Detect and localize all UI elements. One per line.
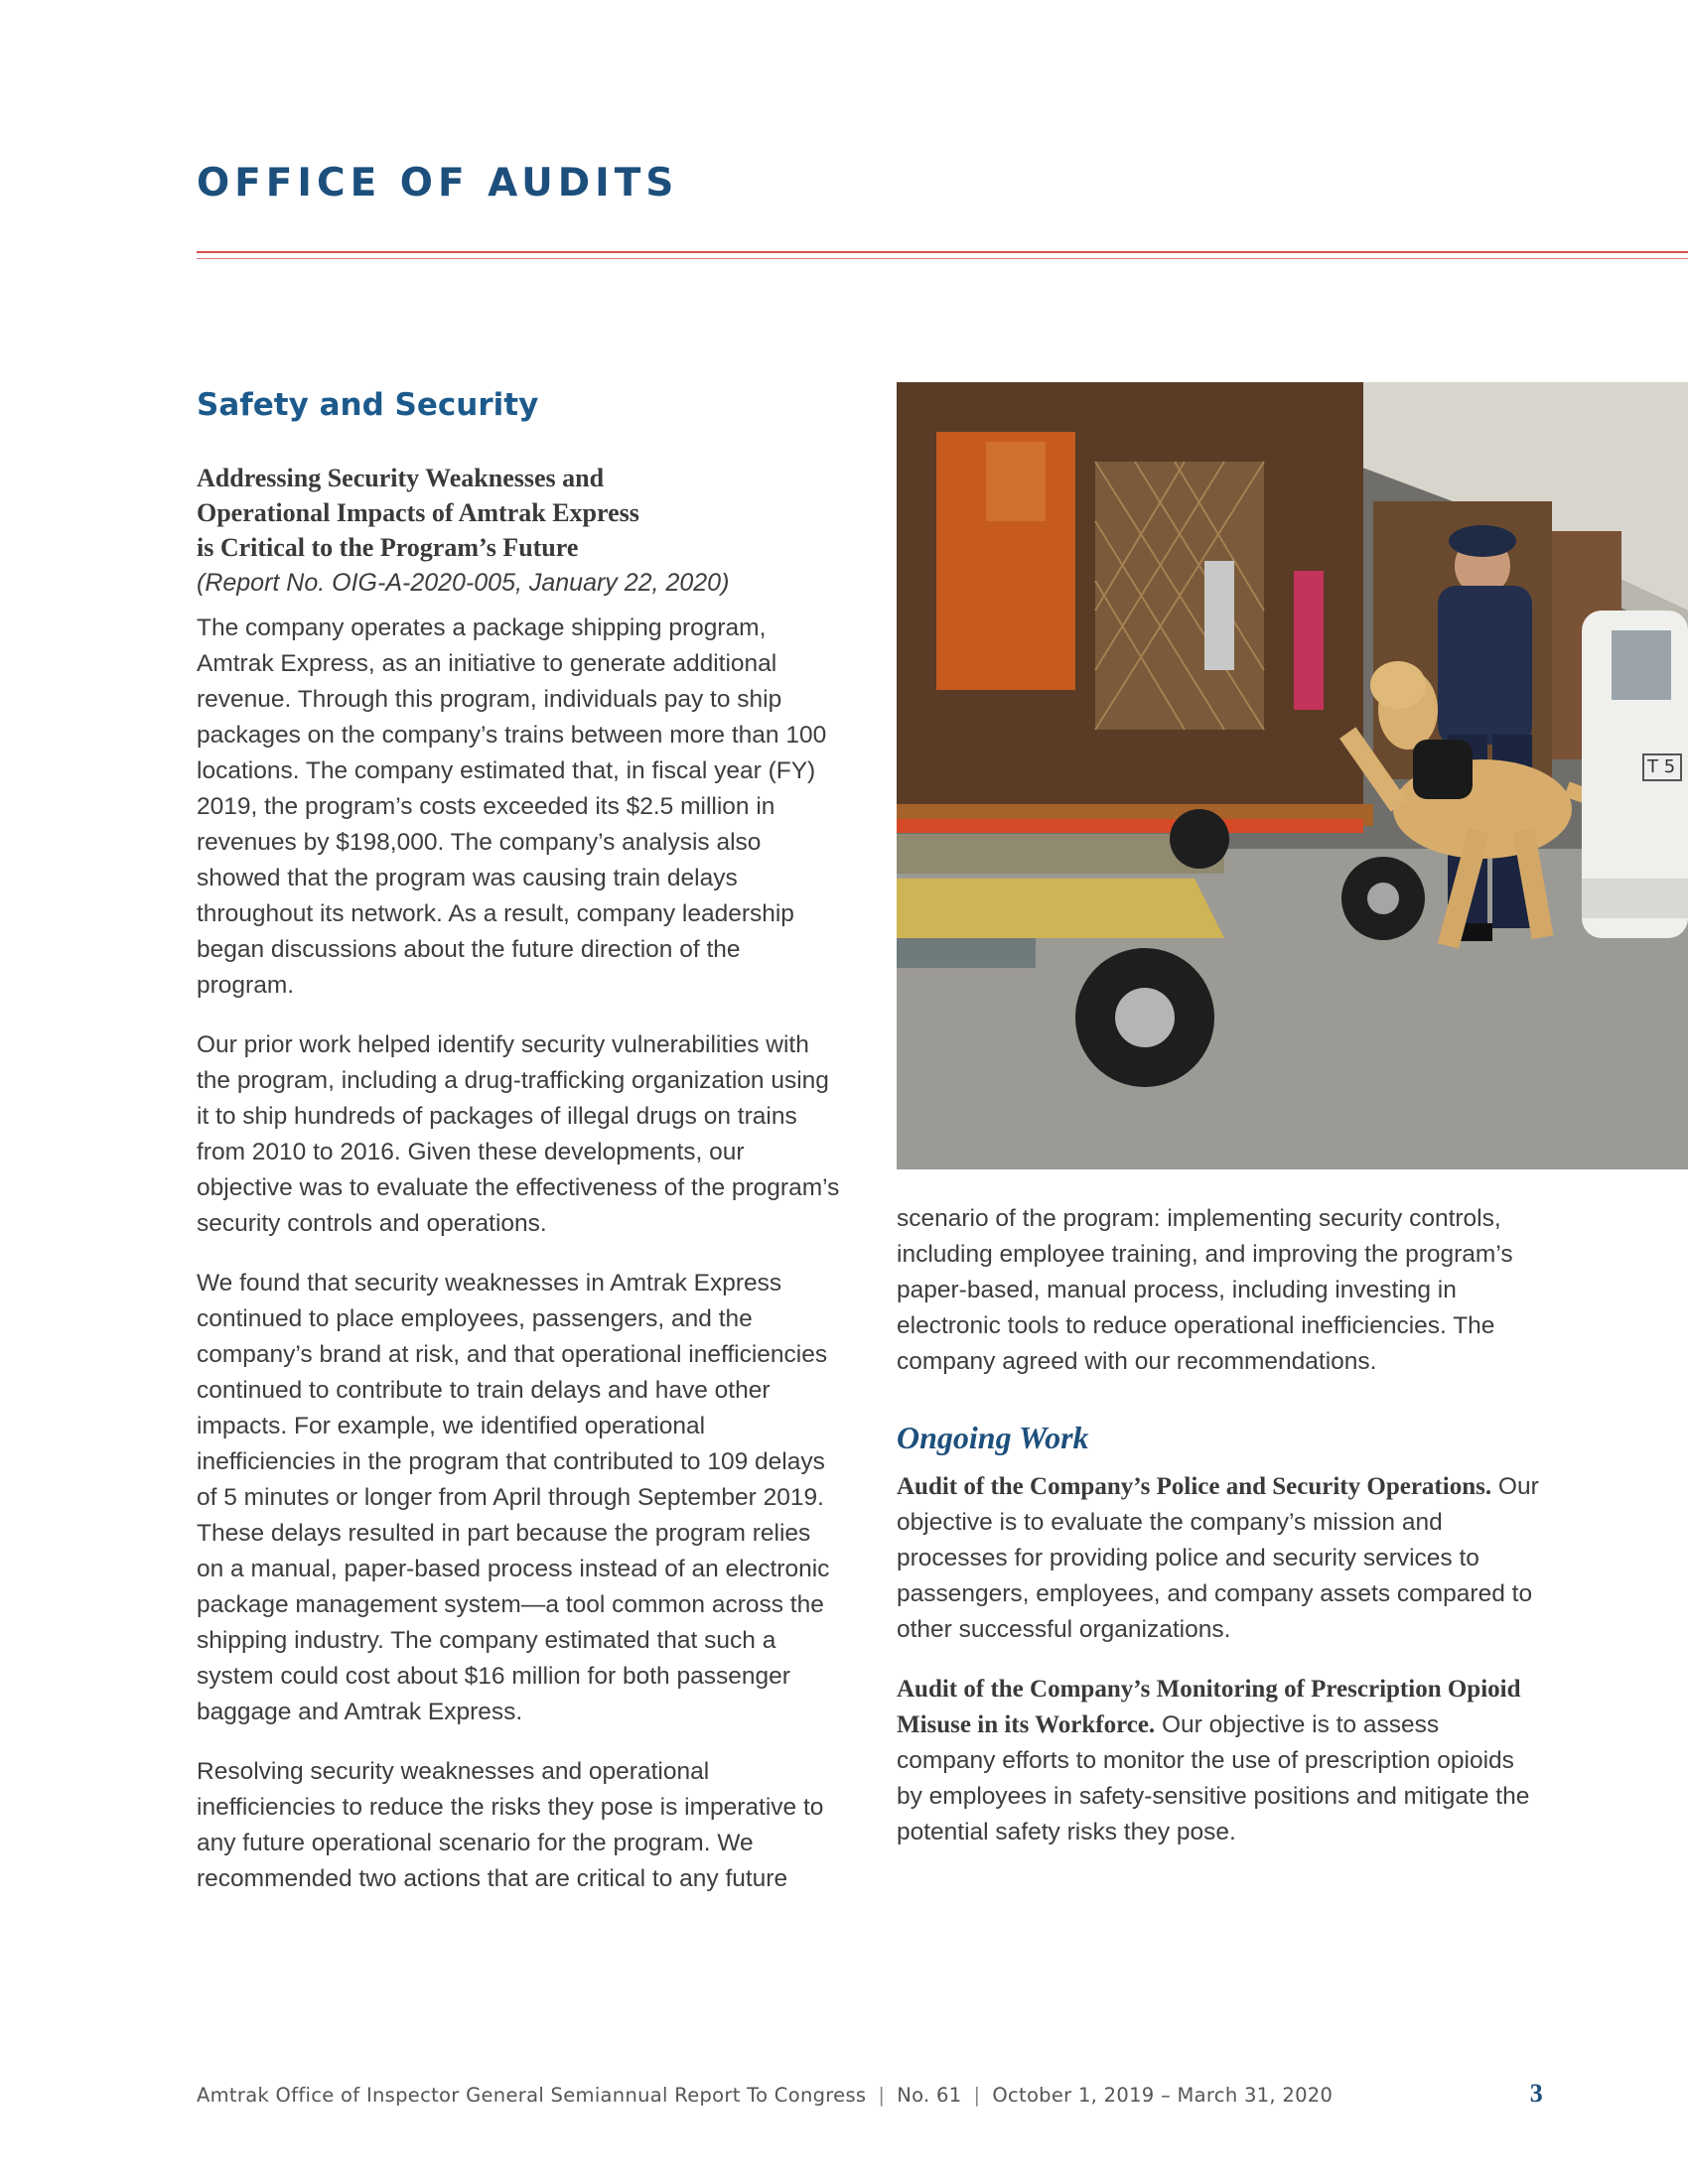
right-column bbox=[897, 1201, 1542, 1874]
footer-separator: | bbox=[973, 2084, 981, 2107]
page-number: 3 bbox=[1529, 2079, 1543, 2108]
footer-separator: | bbox=[878, 2084, 886, 2107]
ongoing-item-lead: Audit of the Company’s Police and Security Operations. bbox=[897, 1473, 1492, 1500]
footer-report-number: No. 61 bbox=[897, 2084, 962, 2107]
k9-inspection-photo bbox=[897, 382, 1688, 1169]
report-title-line: Addressing Security Weaknesses and bbox=[197, 464, 605, 492]
section-title: Safety and Security bbox=[197, 387, 539, 423]
report-title-line: is Critical to the Program’s Future bbox=[197, 533, 579, 562]
header-rule bbox=[197, 251, 1688, 253]
footer-period: October 1, 2019 – March 31, 2020 bbox=[992, 2084, 1334, 2107]
page-footer bbox=[197, 2079, 1543, 2109]
left-column bbox=[197, 461, 842, 1921]
ongoing-item bbox=[897, 1672, 1542, 1850]
report-number: (Report No. OIG-A-2020-005, January 22, 2020) bbox=[197, 569, 730, 597]
ongoing-item-text: Our objective is to assess company efforts to monitor the use of prescription opioids by employees in safety-sensitive positions and mitigate the potential safety risks they pose. bbox=[897, 1711, 1530, 1845]
body-paragraph: The company operates a package shipping program, Amtrak Express, as an initiative to generate additional revenue. Through this program, individuals pay to ship packages on the company’s trains between more than 100 locations. The company estimated that, in fiscal year (FY) 2019, the program’s costs exceeded its $2.5 million in revenues by $198,000. The company’s analysis also showed that the program was causing train delays throughout its network. As a result, company leadership began discussions about the future direction of the program. bbox=[197, 614, 827, 999]
report-title bbox=[197, 461, 842, 565]
footer-citation bbox=[197, 2084, 1333, 2107]
ongoing-work-heading: Ongoing Work bbox=[897, 1420, 1089, 1455]
body-paragraph: We found that security weaknesses in Amtrak Express continued to place employees, passengers, and the company’s brand at risk, and that operational inefficiencies continued to contribute to train delays and have other impacts. For example, we identified operational inefficiencies in the program that contributed to 109 delays of 5 minutes or longer from April through September 2019. These delays resulted in part because the program relies on a manual, paper-based process instead of an electronic package management system—a tool common across the shipping industry. The company estimated that such a system could cost about $16 million for both passenger baggage and Amtrak Express. bbox=[197, 1270, 830, 1725]
ongoing-item bbox=[897, 1469, 1542, 1648]
header-rule-secondary bbox=[197, 258, 1688, 259]
photo-illustration bbox=[897, 382, 1688, 1169]
vehicle-tag-label: T 5 bbox=[1647, 756, 1676, 777]
body-paragraph: Our prior work helped identify security vulnerabilities with the program, including a drug-trafficking organization using it to ship hundreds of packages of illegal drugs on trains from 2010 to 2016. Given these developments, our objective was to evaluate the effectiveness of the program’s security controls and operations. bbox=[197, 1031, 840, 1237]
report-title-line: Operational Impacts of Amtrak Express bbox=[197, 498, 639, 527]
body-paragraph: Resolving security weaknesses and operational inefficiencies to reduce the risks they pose is imperative to any future operational scenario for the program. We recommended two actions that are critical to any future bbox=[197, 1758, 824, 1892]
ongoing-item-lead: Audit of the Company’s Monitoring of Prescription Opioid Misuse in its Workforce. bbox=[897, 1676, 1521, 1738]
ongoing-item-text: Our objective is to evaluate the company’s mission and processes for providing police and security services to passengers, employees, and company assets compared to other successful organizations. bbox=[897, 1473, 1539, 1643]
page-header-title: OFFICE OF AUDITS bbox=[197, 161, 679, 205]
footer-report-name: Amtrak Office of Inspector General Semiannual Report To Congress bbox=[197, 2084, 867, 2107]
continuation-paragraph: scenario of the program: implementing security controls, including employee training, and improving the program’s paper-based, manual process, including investing in electronic tools to reduce operational inefficiencies. The company agreed with our recommendations. bbox=[897, 1205, 1513, 1375]
